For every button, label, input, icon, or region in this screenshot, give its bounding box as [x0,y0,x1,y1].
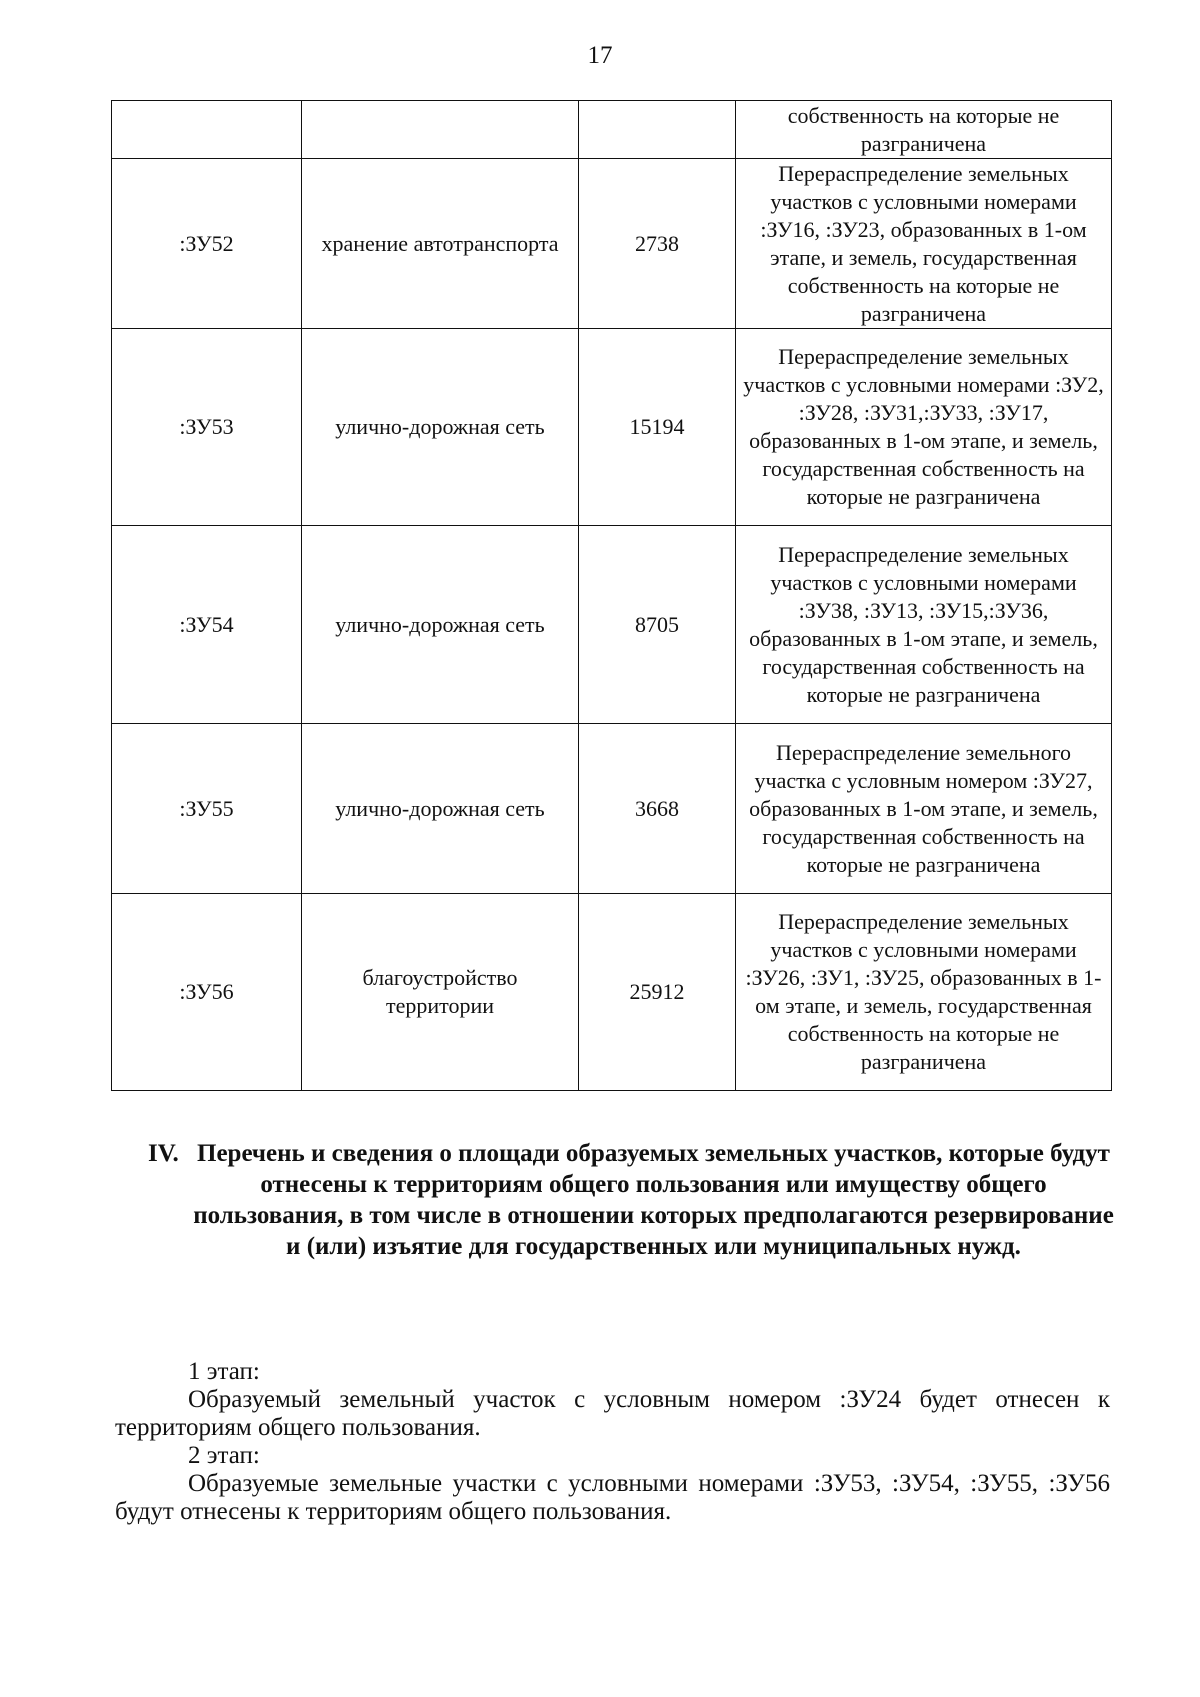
formation-method-cell: Перераспределение земельного участка с условным номером :ЗУ27, образованных в 1-ом этапе, и земель, государственная собственность на которые не разграничена [736,724,1112,894]
section-number: IV. [148,1140,179,1167]
parcel-id-cell: :ЗУ55 [112,724,302,894]
permitted-use-cell: благоустройство территории [302,894,579,1091]
formation-method-cell: Перераспределение земельных участков с условными номерами :ЗУ38, :ЗУ13, :ЗУ15,:ЗУ36, образованных в 1-ом этапе, и земель, государственная собственность на которые не разграничена [736,526,1112,724]
parcels-table [111,100,1112,1091]
section-title: Перечень и сведения о площади образуемых земельных участков, которые будут отнесены к территориям общего пользования или имуществу общего пользования, в том числе в отношении которых предполагаются резервирование и (или) изъятие для государственных или муниципальных нужд. [193,1140,1114,1260]
area-cell: 3668 [579,724,736,894]
paragraph: Образуемые земельные участки с условными номерами :ЗУ53, :ЗУ54, :ЗУ55, :ЗУ56 будут отнесены к территориям общего пользования. [115,1470,1110,1525]
table-row [112,894,1112,1091]
permitted-use-cell: улично-дорожная сеть [302,526,579,724]
area-cell: 2738 [579,159,736,329]
permitted-use-cell: улично-дорожная сеть [302,329,579,526]
table-row [112,724,1112,894]
formation-method-cell: Перераспределение земельных участков с условными номерами :ЗУ26, :ЗУ1, :ЗУ25, образованных в 1-ом этапе, и земель, государственная собственность на которые не разграничена [736,894,1112,1091]
formation-method-cell: Перераспределение земельных участков с условными номерами :ЗУ2, :ЗУ28, :ЗУ31,:ЗУ33, :ЗУ17, образованных в 1-ом этапе, и земель, государственная собственность на которые не разграничена [736,329,1112,526]
stage-label: 2 этап: [188,1442,260,1469]
stage-label: 1 этап: [188,1358,260,1385]
area-cell: 8705 [579,526,736,724]
area-cell [579,101,736,159]
parcel-id-cell: :ЗУ54 [112,526,302,724]
table-row [112,329,1112,526]
section-heading [140,1138,1115,1262]
formation-method-cell: Перераспределение земельных участков с условными номерами :ЗУ16, :ЗУ23, образованных в 1-ом этапе, и земель, государственная собственность на которые не разграничена [736,159,1112,329]
paragraph: Образуемый земельный участок с условным номером :ЗУ24 будет отнесен к территориям общего пользования. [115,1386,1110,1441]
area-cell: 25912 [579,894,736,1091]
page-number: 17 [587,42,613,69]
area-cell: 15194 [579,329,736,526]
parcel-id-cell: :ЗУ52 [112,159,302,329]
table-row [112,159,1112,329]
table-row [112,526,1112,724]
body-text [115,1358,1110,1526]
table-row [112,101,1112,159]
permitted-use-cell: хранение автотранспорта [302,159,579,329]
permitted-use-cell: улично-дорожная сеть [302,724,579,894]
parcel-id-cell [112,101,302,159]
formation-method-cell: собственность на которые не разграничена [736,101,1112,159]
permitted-use-cell [302,101,579,159]
parcel-id-cell: :ЗУ53 [112,329,302,526]
parcel-id-cell: :ЗУ56 [112,894,302,1091]
